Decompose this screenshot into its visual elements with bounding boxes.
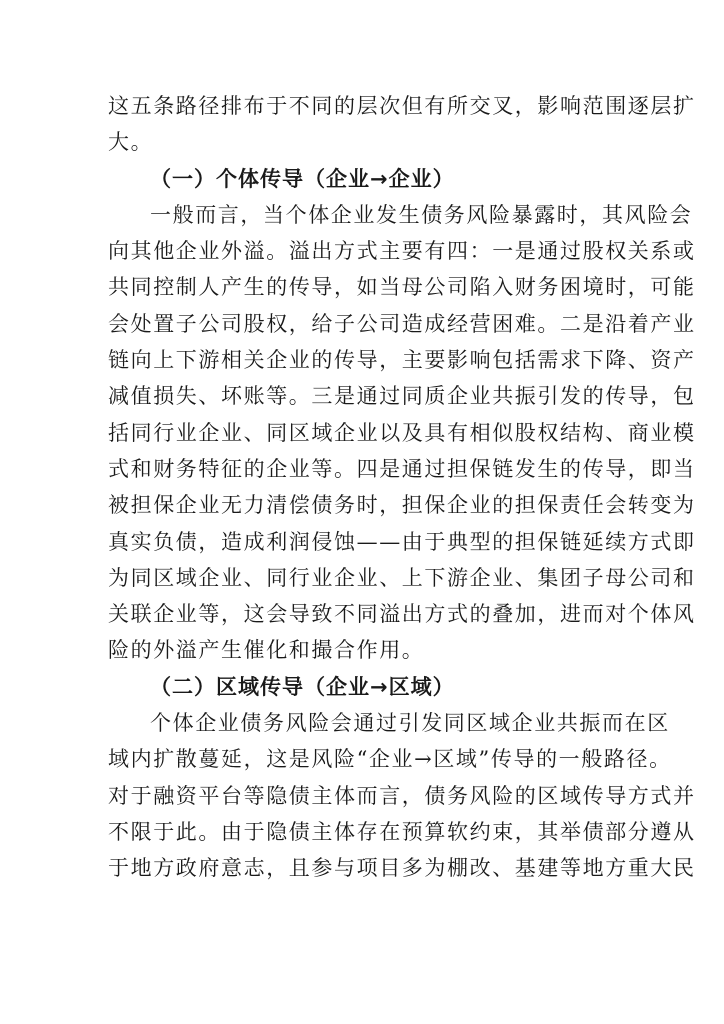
text-line: 会处置子公司股权，给子公司造成经营困难。二是沿着产业 bbox=[108, 311, 696, 336]
text-line: 不限于此。由于隐债主体存在预算软约束，其举债部分遵从 bbox=[108, 819, 696, 844]
text-line: 真实负债，造成利润侵蚀——由于典型的担保链延续方式即 bbox=[108, 529, 696, 554]
text-line: 被担保企业无力清偿债务时，担保企业的担保责任会转变为 bbox=[108, 493, 696, 518]
text-line: 链向上下游相关企业的传导，主要影响包括需求下降、资产 bbox=[108, 348, 696, 373]
text-line: 减值损失、坏账等。三是通过同质企业共振引发的传导，包 bbox=[108, 384, 696, 409]
text-line: 个体企业债务风险会通过引发同区域企业共振而在区 bbox=[150, 711, 670, 736]
text-line: 式和财务特征的企业等。四是通过担保链发生的传导，即当 bbox=[108, 456, 696, 481]
paragraph-continuation bbox=[108, 88, 696, 161]
text-line: 险的外溢产生催化和撮合作用。 bbox=[108, 638, 425, 663]
text-line: 大。 bbox=[108, 130, 154, 155]
text-line: 向其他企业外溢。溢出方式主要有四：一是通过股权关系或 bbox=[108, 239, 696, 264]
text-line: 共同控制人产生的传导，如当母公司陷入财务困境时，可能 bbox=[108, 275, 696, 300]
paragraph-regional-transmission bbox=[108, 705, 696, 886]
text-line: 这五条路径排布于不同的层次但有所交叉，影响范围逐层扩 bbox=[108, 94, 696, 118]
text-line: 关联企业等，这会导致不同溢出方式的叠加，进而对个体风 bbox=[108, 602, 696, 627]
text-line: 括同行业企业、同区域企业以及具有相似股权结构、商业模 bbox=[108, 420, 696, 445]
section-heading-regional: （二）区域传导（企业→区域） bbox=[150, 674, 455, 699]
text-line: 为同区域企业、同行业企业、上下游企业、集团子母公司和 bbox=[108, 565, 696, 590]
section-heading-individual: （一）个体传导（企业→企业） bbox=[150, 166, 455, 191]
document-page bbox=[108, 88, 696, 887]
text-line: 于地方政府意志，且参与项目多为棚改、基建等地方重大民 bbox=[108, 856, 696, 881]
text-line: 一般而言，当个体企业发生债务风险暴露时，其风险会 bbox=[150, 202, 693, 227]
text-line: 对于融资平台等隐债主体而言，债务风险的区域传导方式并 bbox=[108, 783, 696, 808]
text-line: 域内扩散蔓延，这是风险“企业→区域”传导的一般路径。 bbox=[108, 747, 672, 772]
paragraph-individual-transmission bbox=[108, 197, 696, 669]
